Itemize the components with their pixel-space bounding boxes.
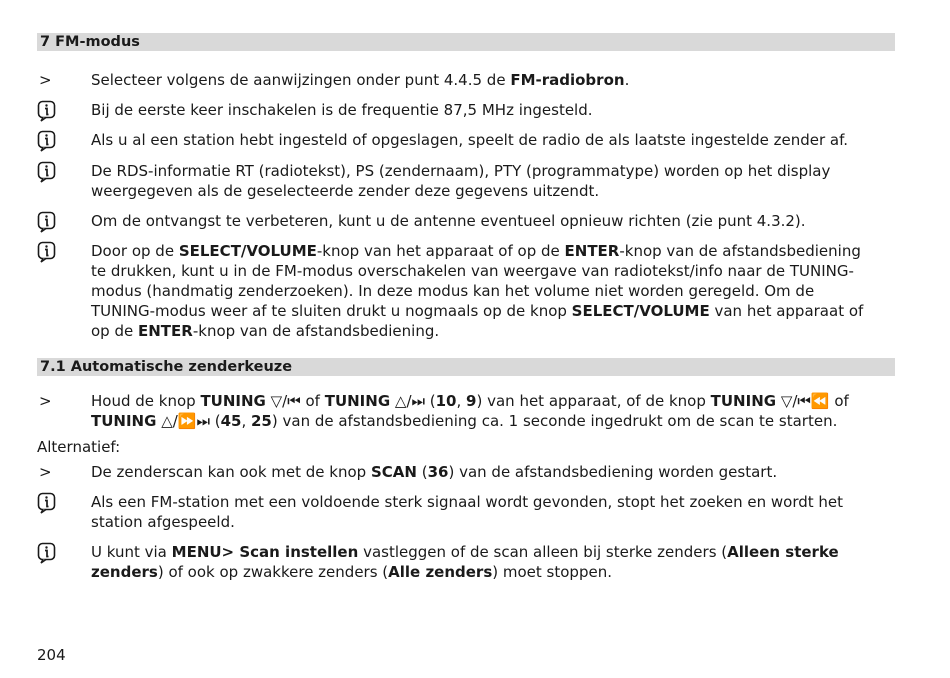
info-icon (37, 542, 77, 564)
info-text: Om de ontvangst te verbeteren, kunt u de antenne eventueel opnieuw richten (zie punt 4.3.2). (91, 212, 806, 230)
section-heading-automatische-zenderkeuze: 7.1 Automatische zenderkeuze (37, 358, 895, 376)
step-arrow-marker: > (39, 71, 52, 89)
info-icon (37, 492, 77, 514)
step-arrow-marker: > (39, 392, 52, 410)
step-text: Houd de knop TUNING ▽/⏮ of TUNING △/⏭ (10, 9) van het apparaat, of de knop TUNING ▽/⏮⏪ of TUNING △/⏩⏭ (45, 25) van de afstandsbediening ca. 1 seconde ingedrukt om de scan te starten. (91, 392, 849, 430)
section-heading-fm-modus: 7 FM-modus (37, 33, 895, 51)
info-icon (37, 241, 77, 263)
step-text: De zenderscan kan ook met de knop SCAN (36) van de afstandsbediening worden gestart. (91, 463, 778, 481)
page-number: 204 (37, 646, 66, 664)
info-note (37, 241, 895, 341)
info-text: De RDS-informatie RT (radiotekst), PS (zendernaam), PTY (programmatype) worden op het display weergegeven als de geselecteerde zender deze gegevens uitzendt. (91, 162, 831, 200)
info-note (37, 100, 895, 120)
info-note (37, 161, 895, 201)
info-note (37, 130, 895, 150)
info-icon (37, 211, 77, 233)
info-note (37, 211, 895, 231)
info-text: Als u al een station hebt ingesteld of opgeslagen, speelt de radio de als laatste ingestelde zender af. (91, 131, 849, 149)
info-text: Door op de SELECT/VOLUME-knop van het apparaat of op de ENTER-knop van de afstandsbediening te drukken, kunt u in de FM-modus overschakelen van weergave van radiotekst/info naar de TUNING- modus (handmatig zenderzoeken). In deze modus kan het volume niet worden geregeld. Om de TUNING-modus weer af te sluiten drukt u nogmaals op de knop SELECT/VOLUME van het apparaat of op de ENTER-knop van de afstandsbediening. (91, 242, 864, 340)
info-text: U kunt via MENU> Scan instellen vastleggen of de scan alleen bij sterke zenders (Alleen sterke zenders) of ook op zwakkere zenders (Alle zenders) moet stoppen. (91, 543, 839, 581)
info-icon (37, 161, 77, 183)
alternative-label: Alternatief: (37, 438, 121, 456)
info-note (37, 542, 895, 582)
info-icon (37, 130, 77, 152)
info-note (37, 492, 895, 532)
info-text: Als een FM-station met een voldoende sterk signaal wordt gevonden, stopt het zoeken en wordt het station afgespeeld. (91, 493, 844, 531)
instruction-step (37, 391, 895, 431)
info-icon (37, 100, 77, 122)
step-arrow-marker: > (39, 463, 52, 481)
instruction-step (37, 462, 895, 482)
step-text: Selecteer volgens de aanwijzingen onder punt 4.4.5 de FM-radiobron. (91, 71, 630, 89)
instruction-step (37, 70, 895, 90)
info-text: Bij de eerste keer inschakelen is de frequentie 87,5 MHz ingesteld. (91, 101, 593, 119)
